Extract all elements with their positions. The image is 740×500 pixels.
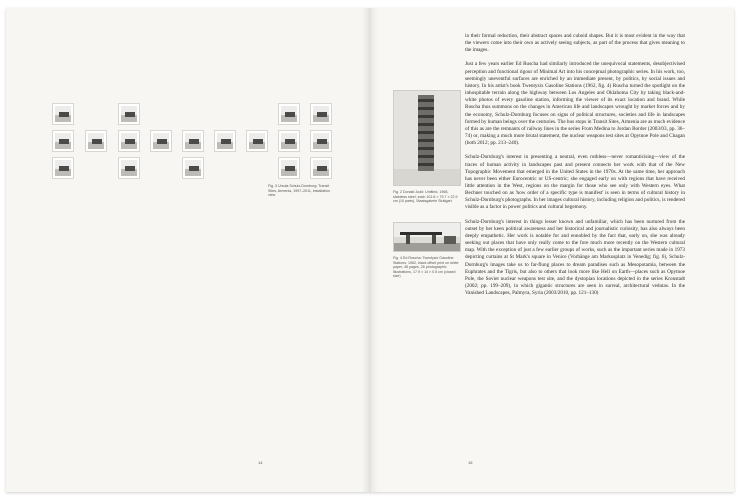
thumbnail-photo — [182, 130, 204, 152]
gas-station-illustration — [394, 223, 461, 252]
figure-3-caption: Fig. 3 Ursula Schulz-Dornburg: Transit Sites, Armenia, 1997–2011, installation view — [268, 184, 330, 198]
thumbnail-photo — [150, 130, 172, 152]
thumbnail-photo — [182, 157, 204, 179]
thumbnail-photo — [52, 130, 74, 152]
body-paragraph: Schulz-Dornburg's interest in presenting a neutral, even ruthless—never romanticising—view of the traces of human activity in landscapes past and present connects her work with that of the New Topographic Movement that emerged in the United States in the 1970s. At the same time, her approach has never been either Eurocentric or US-centric; she engaged early on with regions that have received little attention in the West, regions on the margin for those who see only with Western eyes. What Bechner touched on as 'how order of a specific type is manifest' is seen in terms of cultural history in Schulz-Dornburg's photographs. In her images cultural history, including religion and politics, is rendered visible as a factor in power politics and cultural hegemony. — [465, 154, 685, 211]
body-paragraph: Schulz-Dornburg's interest in things lesser known and unfamiliar, which has been nurtured from the outset by her keen political awareness and her historical and journalistic curiosity, has also always been deeply empathetic. Her work is notable for and ennobled by the fact that, early on, she was already seeking out places that have only really come to the fore much more recently on the Western cultural map. With the exception of just a few earlier groups of works, such as the important series made in 1973 depicting curtains at St Mark's square in Venice (Vorhänge am Markusplatz in Venedig; fig. 6), Schulz-Dornburg's images take us to far-flung places to dream paradises such as Mesopotamia, between the Euphrates and the Tigris, but also to others that look more like Hell on Earth—places such as Opytnoe Pole, the Soviet nuclear weapons test site, and the dystopian locations depicted in the series Kronstadt (2002; pp. 199–209), in which gigantic structures are seen in surreal, architectural vedutas. In the Vanished Landscapes, Palmyra, Syria (2003/2010, pp. 121–130) — [465, 218, 685, 297]
thumbnail-photo — [52, 157, 74, 179]
thumbnail-photo — [246, 130, 268, 152]
judd-stack-illustration — [394, 91, 461, 186]
thumbnail-photo — [278, 157, 300, 179]
thumbnail-photo — [278, 130, 300, 152]
body-paragraph: Just a few years earlier Ed Ruscha had similarly introduced the unequivocal statements, desubjectivised perception and functional rigour of Minimal Art into his conceptual photographic series. In his work, too, seemingly uneventful surfaces are enriched by an immediate present, by politics, by social issues and history. In his artist's book Twentysix Gasoline Stations (1962, fig. 4) Ruscha turned the spotlight on the inhospitable terrain along the highway between Los Angeles and Oklahoma City by taking black-and-white photos of every gasoline station, informing the viewer of its exact location and brand. While Ruscha thus summons on the changes in American life and landscapes wrought by market forces and by the economy, Schulz-Dornburg focuses on signs of political structures, societies and life in landscapes formed by human beings over the centuries. The bus stops in Transit Sites, Armenia are as much evidence of this as are the remnants of railway lines in the series From Medina to Jordan Border (2003/03, pp. 36–74) or, making a much more brutal statement, the nuclear weapons test sites at Opytnoe Pole and Chagan (both 2012; pp. 213–240). — [465, 61, 685, 147]
gas-station-photo — [393, 222, 461, 252]
figure-4-caption: Fig. 4 Ed Ruscha: Twentysix Gasoline Stations, 1962, black offset print on white paper, 48 pages, 26 photographic illustrations, 17.9 × 14 × 0.5 cm (closed size) — [393, 256, 459, 279]
body-paragraph: in their formal reduction, their abstract spaces and cuboid shapes. But it is most evident in the way that the viewers come into their own as actively seeing subjects, as part of the process that gives meaning to the images. — [465, 33, 685, 54]
figure-2-caption: Fig. 2 Donald Judd: Untitled, 1968, stainless steel, each 101.6 × 79.7 × 22.9 cm (10 parts), Staatsgalerie Stuttgart — [393, 190, 458, 204]
thumbnail-photo — [278, 103, 300, 125]
thumbnail-photo — [118, 157, 140, 179]
thumbnail-photo — [52, 103, 74, 125]
left-page — [6, 8, 370, 492]
page-number-left: 14 — [258, 460, 263, 465]
thumbnail-photo — [310, 130, 332, 152]
thumbnail-photo — [310, 157, 332, 179]
thumbnail-photo — [118, 103, 140, 125]
thumbnail-photo — [118, 130, 140, 152]
page-number-right: 15 — [468, 460, 473, 465]
thumbnail-photo — [214, 130, 236, 152]
body-text-column — [465, 33, 685, 304]
thumbnail-photo — [85, 130, 107, 152]
thumbnail-photo — [310, 103, 332, 125]
judd-stack-photo — [393, 90, 461, 186]
book-gutter — [362, 8, 378, 492]
